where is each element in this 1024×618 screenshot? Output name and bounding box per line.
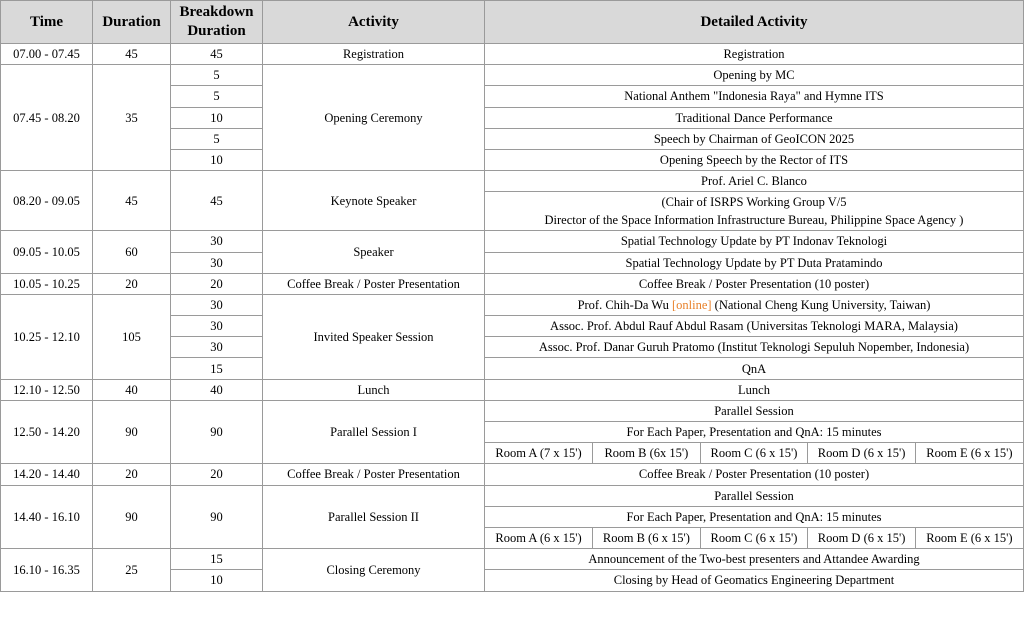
breakdown-cell: 30 [171,316,263,337]
detail-cell: Traditional Dance Performance [485,107,1024,128]
breakdown-cell: 5 [171,65,263,86]
time-cell: 16.10 - 16.35 [1,549,93,591]
activity-cell: Coffee Break / Poster Presentation [263,273,485,294]
time-cell: 09.05 - 10.05 [1,231,93,273]
detail-cell: Parallel Session [485,400,1024,421]
header-row [1,1,1024,44]
detail-cell: Registration [485,44,1024,65]
breakdown-cell: 15 [171,358,263,379]
detail-cell: Coffee Break / Poster Presentation (10 poster) [485,273,1024,294]
breakdown-cell: 20 [171,464,263,485]
room-c: Room C (6 x 15') [700,443,808,463]
speaker-name: Prof. Chih-Da Wu [577,297,672,312]
detail-cell: Parallel Session [485,485,1024,506]
activity-cell: Parallel Session I [263,400,485,464]
duration-cell: 45 [93,44,171,65]
online-tag: [online] [671,297,712,312]
table-row [1,464,1024,485]
table-row [1,273,1024,294]
header-activity: Activity [263,1,485,44]
breakdown-cell: 10 [171,570,263,591]
detail-line: Director of the Space Information Infrastructure Bureau, Philippine Space Agency ) [544,213,964,228]
detail-cell: Spatial Technology Update by PT Duta Pratamindo [485,252,1024,273]
breakdown-cell: 10 [171,107,263,128]
table-row [1,231,1024,252]
time-cell: 10.05 - 10.25 [1,273,93,294]
activity-cell: Parallel Session II [263,485,485,549]
duration-cell: 35 [93,65,171,171]
detail-cell: Opening Speech by the Rector of ITS [485,149,1024,170]
speaker-affiliation: (National Cheng Kung University, Taiwan) [711,297,931,312]
detail-cell [485,294,1024,315]
breakdown-cell: 15 [171,549,263,570]
activity-cell: Invited Speaker Session [263,294,485,379]
room-c: Room C (6 x 15') [700,528,808,548]
time-cell: 12.10 - 12.50 [1,379,93,400]
activity-cell: Closing Ceremony [263,549,485,591]
time-cell: 10.25 - 12.10 [1,294,93,379]
header-detailed-activity: Detailed Activity [485,1,1024,44]
breakdown-cell: 90 [171,400,263,464]
room-a: Room A (7 x 15') [495,446,582,461]
room-d: Room D (6 x 15') [808,443,916,463]
room-a: Room A (6 x 15') [495,531,582,546]
breakdown-cell: 5 [171,128,263,149]
rooms-grid [485,528,1023,548]
breakdown-cell: 20 [171,273,263,294]
duration-cell: 60 [93,231,171,273]
time-cell: 14.40 - 16.10 [1,485,93,549]
table-row [1,171,1024,192]
duration-cell: 40 [93,379,171,400]
rooms-cell [485,443,1024,464]
detail-cell: Spatial Technology Update by PT Indonav Teknologi [485,231,1024,252]
room-e: Room E (6 x 15') [915,528,1023,548]
activity-cell: Registration [263,44,485,65]
detail-cell: For Each Paper, Presentation and QnA: 15 minutes [485,506,1024,527]
duration-cell: 20 [93,464,171,485]
detail-cell: Closing by Head of Geomatics Engineering Department [485,570,1024,591]
detail-cell: Assoc. Prof. Abdul Rauf Abdul Rasam (Universitas Teknologi MARA, Malaysia) [485,316,1024,337]
breakdown-cell: 30 [171,337,263,358]
detail-cell: National Anthem "Indonesia Raya" and Hymne ITS [485,86,1024,107]
breakdown-cell: 30 [171,294,263,315]
rooms-cell [485,527,1024,548]
detail-cell: QnA [485,358,1024,379]
time-cell: 08.20 - 09.05 [1,171,93,231]
duration-cell: 90 [93,485,171,549]
table-row [1,549,1024,570]
duration-cell: 20 [93,273,171,294]
table-row [1,294,1024,315]
breakdown-cell: 30 [171,252,263,273]
duration-cell: 90 [93,400,171,464]
detail-cell: Lunch [485,379,1024,400]
duration-cell: 25 [93,549,171,591]
detail-cell: Opening by MC [485,65,1024,86]
activity-cell: Opening Ceremony [263,65,485,171]
detail-cell: Assoc. Prof. Danar Guruh Pratomo (Institut Teknologi Sepuluh Nopember, Indonesia) [485,337,1024,358]
activity-cell: Speaker [263,231,485,273]
time-cell: 12.50 - 14.20 [1,400,93,464]
header-time: Time [1,1,93,44]
detail-cell: Prof. Ariel C. Blanco [485,171,1024,192]
breakdown-cell: 10 [171,149,263,170]
activity-cell: Coffee Break / Poster Presentation [263,464,485,485]
duration-cell: 45 [93,171,171,231]
room-b: Room B (6x 15') [593,443,701,463]
header-breakdown: Breakdown Duration [171,1,263,44]
detail-cell: Announcement of the Two-best presenters and Attandee Awarding [485,549,1024,570]
activity-cell: Lunch [263,379,485,400]
breakdown-cell: 40 [171,379,263,400]
room-b: Room B (6 x 15') [593,528,701,548]
time-cell: 07.00 - 07.45 [1,44,93,65]
breakdown-cell: 90 [171,485,263,549]
room-e: Room E (6 x 15') [915,443,1023,463]
detail-cell: Speech by Chairman of GeoICON 2025 [485,128,1024,149]
table-row [1,379,1024,400]
duration-cell: 105 [93,294,171,379]
table-row [1,485,1024,506]
time-cell: 07.45 - 08.20 [1,65,93,171]
table-row [1,400,1024,421]
header-duration: Duration [93,1,171,44]
rooms-grid [485,443,1023,463]
room-d: Room D (6 x 15') [808,528,916,548]
table-row [1,65,1024,86]
breakdown-cell: 45 [171,44,263,65]
table-row [1,44,1024,65]
breakdown-cell: 5 [171,86,263,107]
activity-cell: Keynote Speaker [263,171,485,231]
breakdown-cell: 45 [171,171,263,231]
detail-line: (Chair of ISRPS Working Group V/5 [661,195,847,210]
detail-cell [485,192,1024,231]
breakdown-cell: 30 [171,231,263,252]
time-cell: 14.20 - 14.40 [1,464,93,485]
detail-cell: Coffee Break / Poster Presentation (10 poster) [485,464,1024,485]
detail-cell: For Each Paper, Presentation and QnA: 15 minutes [485,422,1024,443]
